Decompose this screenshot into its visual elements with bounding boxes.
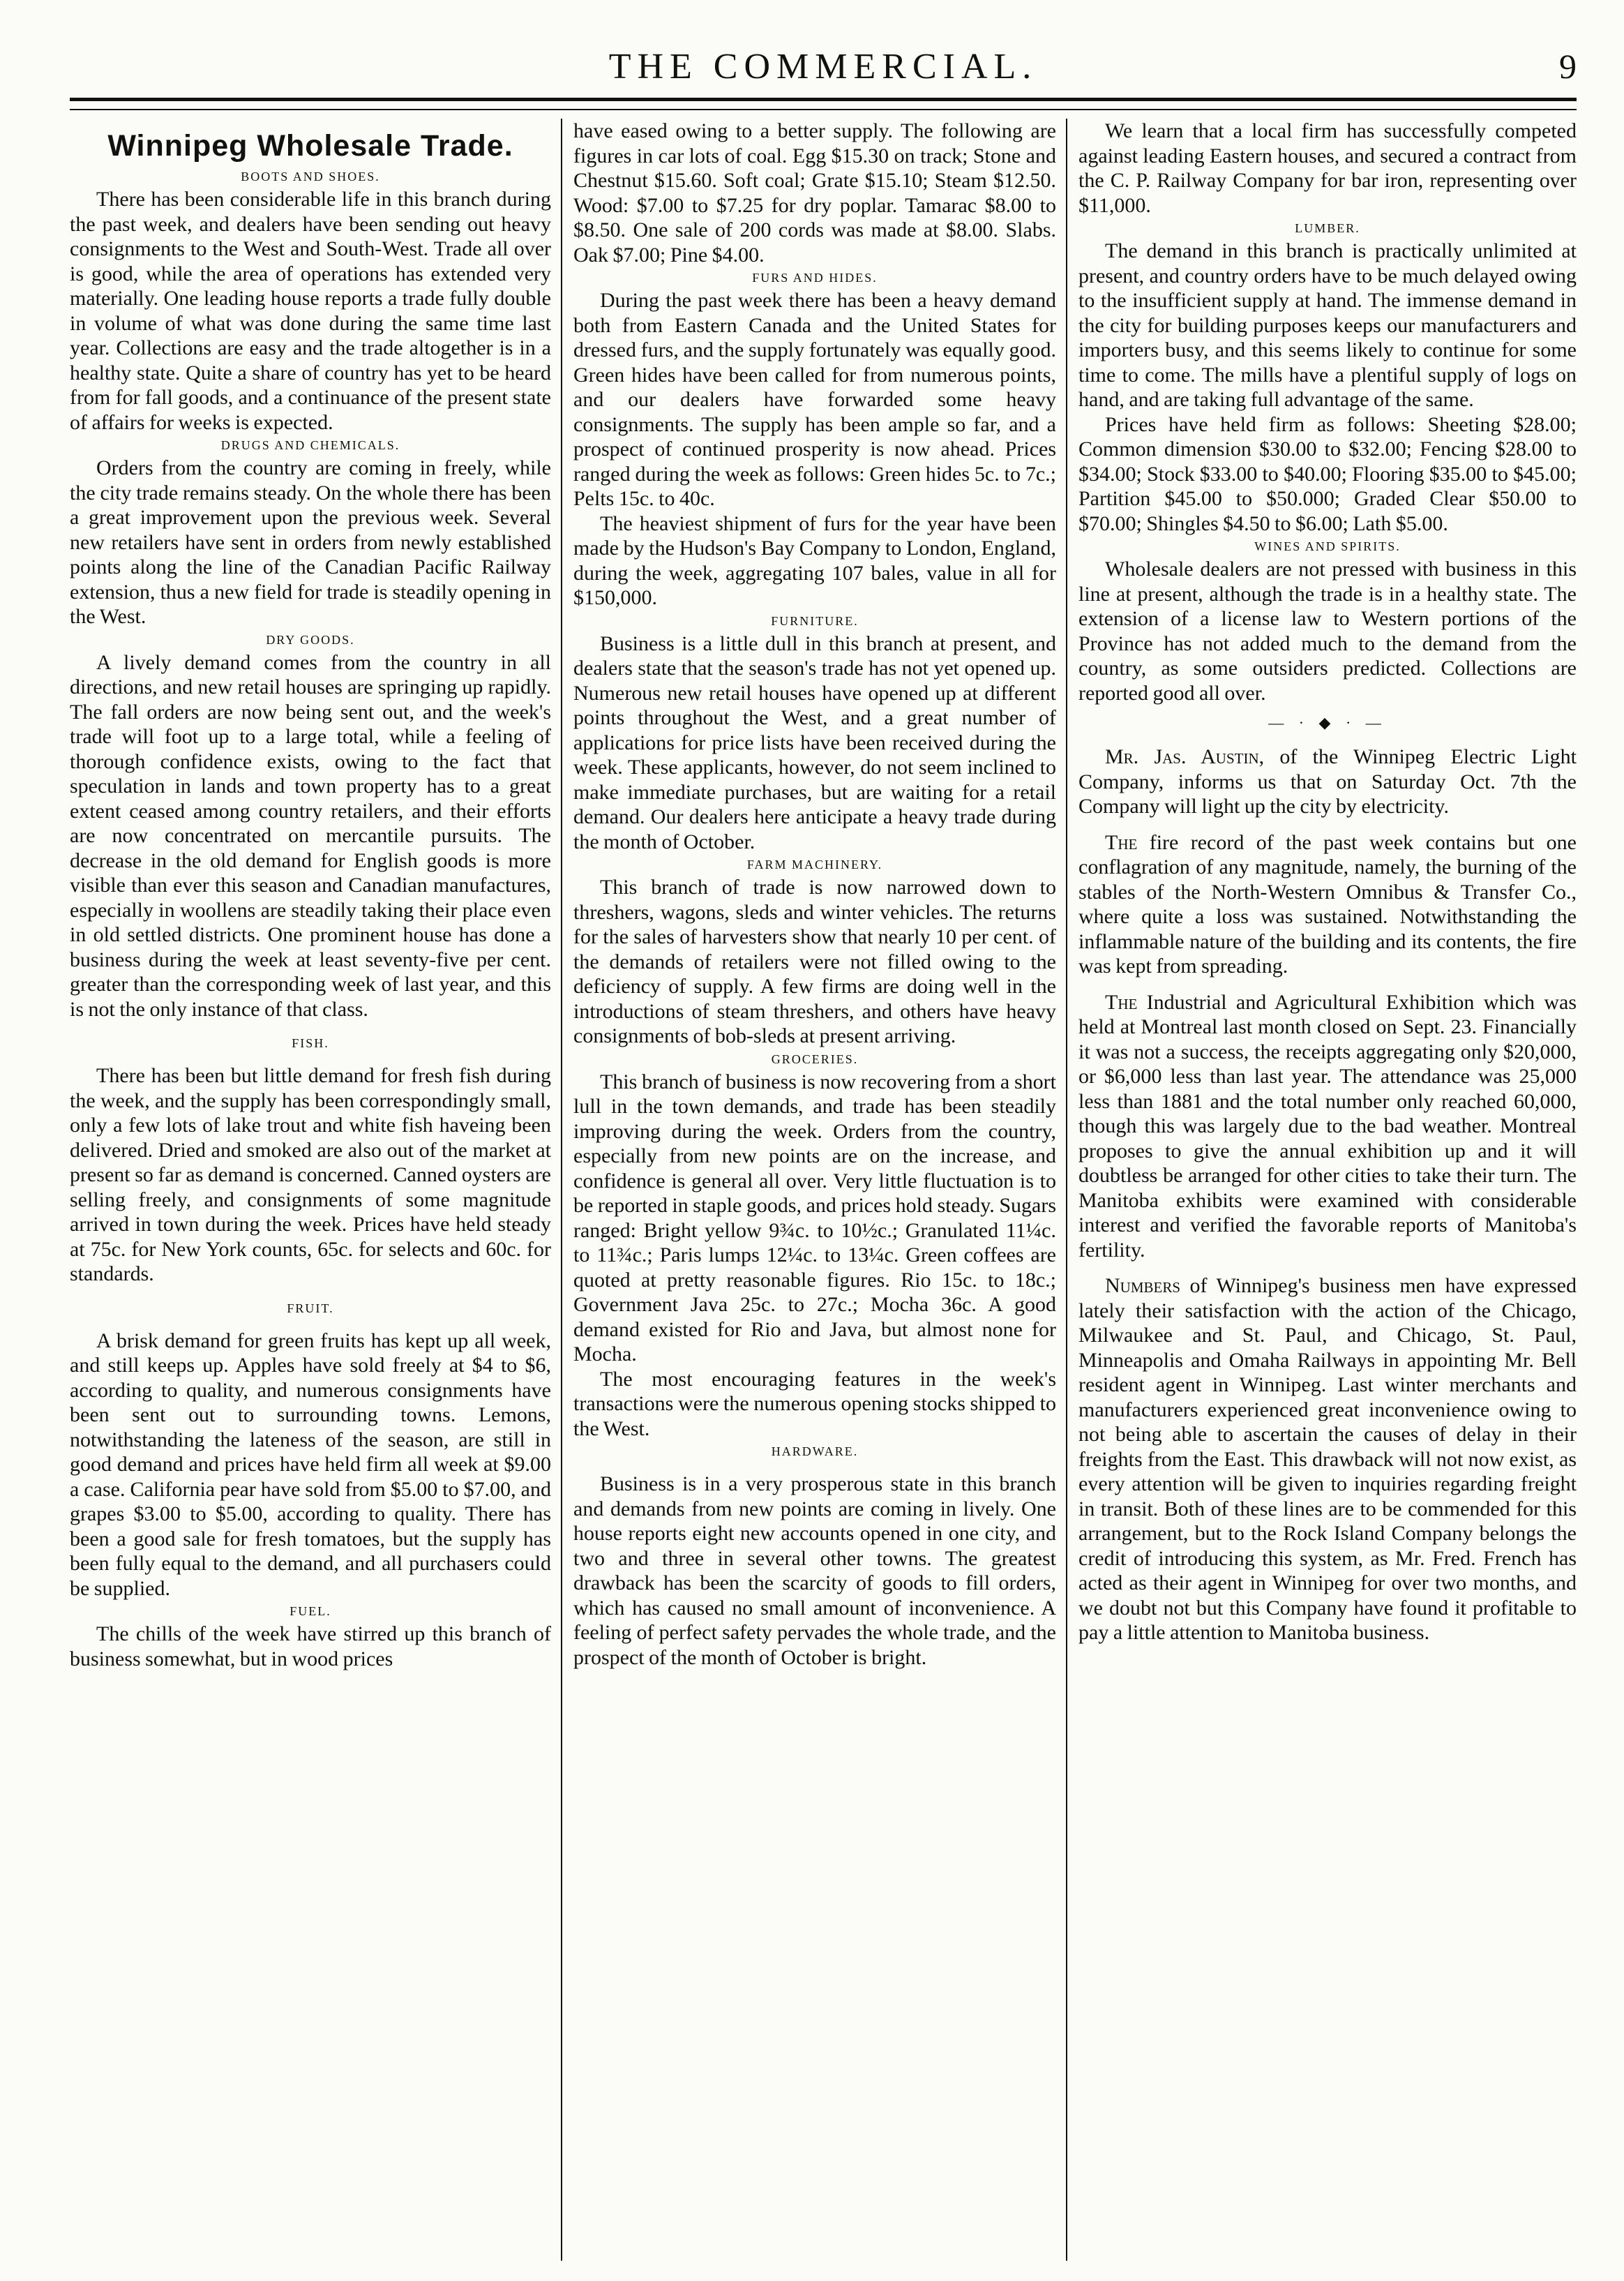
news-note-railway (1078, 1273, 1577, 1645)
section-heading: LUMBER. (1295, 221, 1360, 235)
masthead-rule-thin (70, 109, 1577, 110)
column-3 (1078, 119, 1577, 2254)
section-heading: FUEL. (290, 1604, 331, 1618)
column-divider (561, 119, 562, 2261)
note-text: of the Winnipeg Electric Light Company, informs us that on Saturday Oct. 7th the Company will light up the city by electricity. (1078, 745, 1577, 818)
section-heading: WINES AND SPIRITS. (1254, 539, 1401, 553)
section-heading: HARDWARE. (771, 1444, 859, 1458)
note-lead: The (1105, 990, 1138, 1014)
section-heading: FISH. (292, 1036, 329, 1050)
section-heading: FURNITURE. (771, 613, 859, 628)
section-heading: FRUIT. (287, 1301, 334, 1315)
section-heading: BOOTS AND SHOES. (241, 170, 380, 184)
note-text: of Winnipeg's business men have expressed lately their satisfaction with the action of the Chicago, Milwaukee and St. Paul, and Chicago, St. Paul, Minneapolis and Omaha Railways in appointing Mr. Bell resident agent in Winnipeg. Last winter merchants and manufacturers experienced great inconvenience owing to not being able to ascertain the causes of delay in their freights from the East. This drawback will not now exist, as every attention will be given to inquiries regarding freight in transit. Both of these lines are to be commended for this arrangement, but to the Rock Island Company belongs the credit of introducing this system, as Mr. Fred. French has acted as their agent in Winnipeg for over two months, and we doubt not but this Company have found it profitable to pay a little attention to Manitoba business. (1078, 1274, 1577, 1644)
section-text: The chills of the week have stirred up this branch of business somewhat, but in wood prices (70, 1622, 551, 1670)
section-text: There has been considerable life in this branch during the past week, and dealers have been sending out heavy consignments to the West and South-West. Trade all over is good, while the area of operations has extended very materially. One leading house reports a trade fully double in volume of what was done during the same time last year. Collections are easy and the trade altogether is in a healthy state. Quite a share of country has yet to be heard from for fall goods, and a continuance of the present state of affairs for weeks is expected. (70, 188, 551, 434)
section-text: This branch of business is now recovering from a short lull in the town demands, and trade has been steadily improving during the week. Orders from the country, especially from new points are on the increase, and confidence is general all over. Very little fluctuation is to be reported in staple goods, and prices hold steady. Sugars ranged: Bright yellow 9¾c. to 10½c.; Granulated 11¼c. to 11¾c.; Paris lumps 12¼c. to 13¼c. Green coffees are quoted at pretty reasonable figures. Rio 15c. to 18c.; Government Java 25c. to 27c.; Mocha 36c. A good demand existed for Rio and Java, but almost none for Mocha. (573, 1070, 1056, 1366)
page-number: 9 (1559, 47, 1577, 86)
section-text: Business is a little dull in this branch at present, and dealers state that the season's trade has not yet opened up. Numerous new retail houses have opened up at different points throughout the West, and a great number of applications for price lists have been received during the week. These applicants, however, do not seem inclined to make immediate purchases, but are waiting for a retail demand. Our dealers here anticipate a heavy trade during the month of October. (573, 631, 1056, 853)
section-heading: GROCERIES. (771, 1052, 859, 1066)
note-lead: The (1105, 830, 1138, 854)
section-text: This branch of trade is now narrowed down to threshers, wagons, sleds and winter vehicles. The returns for the sales of harvesters show that nearly 10 per cent. of the demands of retailers were not filled owing to the deficiency of supply. A few firms are doing well in the introductions of steam threshers, and others have heavy consignments of bob-sleds at present arriving. (573, 876, 1056, 1047)
column-1 (70, 119, 551, 2254)
note-lead: Mr. Jas. Austin, (1105, 745, 1265, 768)
note-text: fire record of the past week contains but one conflagration of any magnitude, namely, the burning of the stables of the North-Western Omnibus & Transfer Co., where quite a loss was sustained. Notwithstanding the inflammable nature of the building and its contents, the fire was kept from spreading. (1078, 830, 1577, 978)
section-divider-ornament: — · ◆ · — (1268, 714, 1387, 731)
masthead (70, 42, 1577, 91)
note-lead: Numbers (1105, 1274, 1181, 1297)
section-heading: DRY GOODS. (266, 632, 355, 647)
section-text: We learn that a local firm has successfully competed against leading Eastern houses, and secured a contract from the C. P. Railway Company for bar iron, representing over $11,000. (1078, 119, 1577, 217)
section-text: During the past week there has been a heavy demand both from Eastern Canada and the United States for dressed furs, and the supply fortunately was equally good. Green hides have been called for from numerous points, and our dealers have forwarded some heavy consignments. The supply has been ample so far, and a prospect of continued prosperity is now ahead. Prices ranged during the week as follows: Green hides 5c. to 7c.; Pelts 15c. to 40c. (573, 289, 1056, 510)
section-heading: FARM MACHINERY. (746, 858, 883, 872)
section-heading: FURS AND HIDES. (752, 271, 878, 285)
article-title: Winnipeg Wholesale Trade. (107, 129, 513, 163)
section-text: The demand in this branch is practically unlimited at present, and country orders have to be much delayed owing to the insufficient supply at hand. The immense demand in the city for building purposes keeps our manufacturers and importers busy, and this seems likely to continue for some time to come. The mills have a plentiful supply of logs on hand, and are taking full advantage of the same. (1078, 239, 1577, 411)
news-note-fire (1078, 830, 1577, 979)
section-text: Wholesale dealers are not pressed with business in this line at present, although the trade is in a healthy state. The extension of a license law to Western portions of the Province has not added much to the demand from the country, as some outsiders predicted. Collections are reported good all over. (1078, 558, 1577, 705)
news-note-austin (1078, 745, 1577, 819)
section-text-continued: have eased owing to a better supply. The following are figures in car lots of coal. Egg $15.30 on track; Stone and Chestnut $15.60. Soft coal; Grate $15.10; Steam $12.50. Wood: $7.00 to $7.25 for dry poplar. Tamarac $8.00 to $8.50. One sale of 200 cords was made at $8.00. Slabs. Oak $7.00; Pine $4.00. (573, 119, 1056, 267)
section-heading: DRUGS AND CHEMICALS. (220, 438, 400, 452)
section-text: Business is in a very prosperous state in this branch and demands from new points are coming in lively. One house reports eight new accounts opened in one city, and two and three in several other towns. The greatest drawback has been the scarcity of goods to fill orders, which has caused no small amount of inconvenience. A feeling of perfect safety pervades the whole trade, and the prospect of the month of October is bright. (573, 1472, 1056, 1669)
section-text: A lively demand comes from the country in all directions, and new retail houses are springing up rapidly. The fall orders are now being sent out, and the week's trade will foot up to a large total, while a feeling of thorough confidence exists, owing to the fact that speculation in lands and town property has to a great extent ceased among country retailers, and their efforts are now concentrated on mercantile pursuits. The decrease in the old demand for English goods is more visible than ever this season and Canadian manufactures, especially in woollens are steadily taking their place even in old settled districts. One prominent house has done a business during the week at least seventy-five per cent. greater than the corresponding week of last year, and this is not the only instance of that class. (70, 650, 551, 1021)
masthead-rule-thick (70, 98, 1577, 101)
column-divider (1066, 119, 1067, 2261)
news-note-exhibition (1078, 990, 1577, 1263)
column-2 (573, 119, 1056, 2254)
section-text: There has been but little demand for fresh fish during the week, and the supply has been correspondingly small, only a few lots of lake trout and white fish haveing been delivered. Dried and smoked are also out of the market at present so far as demand is concerned. Canned oysters are selling freely, and consignments of some magnitude arrived in town during the week. Prices have held steady at 75c. for New York counts, 65c. for selects and 60c. for standards. (70, 1064, 551, 1285)
section-text: Prices have held firm as follows: Sheeting $28.00; Common dimension $30.00 to $32.00; Fencing $28.00 to $34.00; Stock $33.00 to $40.00; Flooring $35.00 to $45.00; Partition $45.00 to $50.000; Graded Clear $50.00 to $70.00; Shingles $4.50 to $6.00; Lath $5.00. (1078, 412, 1577, 535)
section-text: The most encouraging features in the week's transactions were the numerous opening stocks shipped to the West. (573, 1367, 1056, 1440)
note-text: Industrial and Agricultural Exhibition which was held at Montreal last month closed on Sept. 23. Financially it was not a success, the receipts aggregating only $20,000, or $6,000 less than last year. The attendance was 25,000 less than 1881 and the total number only reached 60,000, though this was largely due to the bad weather. Montreal proposes to give the annual exhibition up and it will doubtless be arranged for other cities to take their turn. The Manitoba exhibits were examined with considerable interest and verified the favorable reports of Manitoba's fertility. (1078, 990, 1577, 1262)
newspaper-title: THE COMMERCIAL. (608, 47, 1038, 87)
section-text: A brisk demand for green fruits has kept up all week, and still keeps up. Apples have sold freely at $4 to $6, according to quality, and numerous consignments have been sent out to surrounding towns. Lemons, notwithstanding the lateness of the season, are still in good demand and prices have held firm all week at $9.00 a case. California pear have sold from $5.00 to $7.00, and grapes $3.00 to $5.00, according to quality. There has been a good sale for fresh tomatoes, but the supply has been fully equal to the demand, and all purchasers could be supplied. (70, 1329, 551, 1600)
section-text: The heaviest shipment of furs for the year have been made by the Hudson's Bay Company to London, England, during the week, aggregating 107 bales, value in all for $150,000. (573, 511, 1056, 609)
section-text: Orders from the country are coming in freely, while the city trade remains steady. On the whole there has been a great improvement upon the previous week. Several new retailers have sent in orders from newly established points along the line of the Canadian Pacific Railway extension, thus a new field for trade is steadily opening in the West. (70, 456, 551, 628)
